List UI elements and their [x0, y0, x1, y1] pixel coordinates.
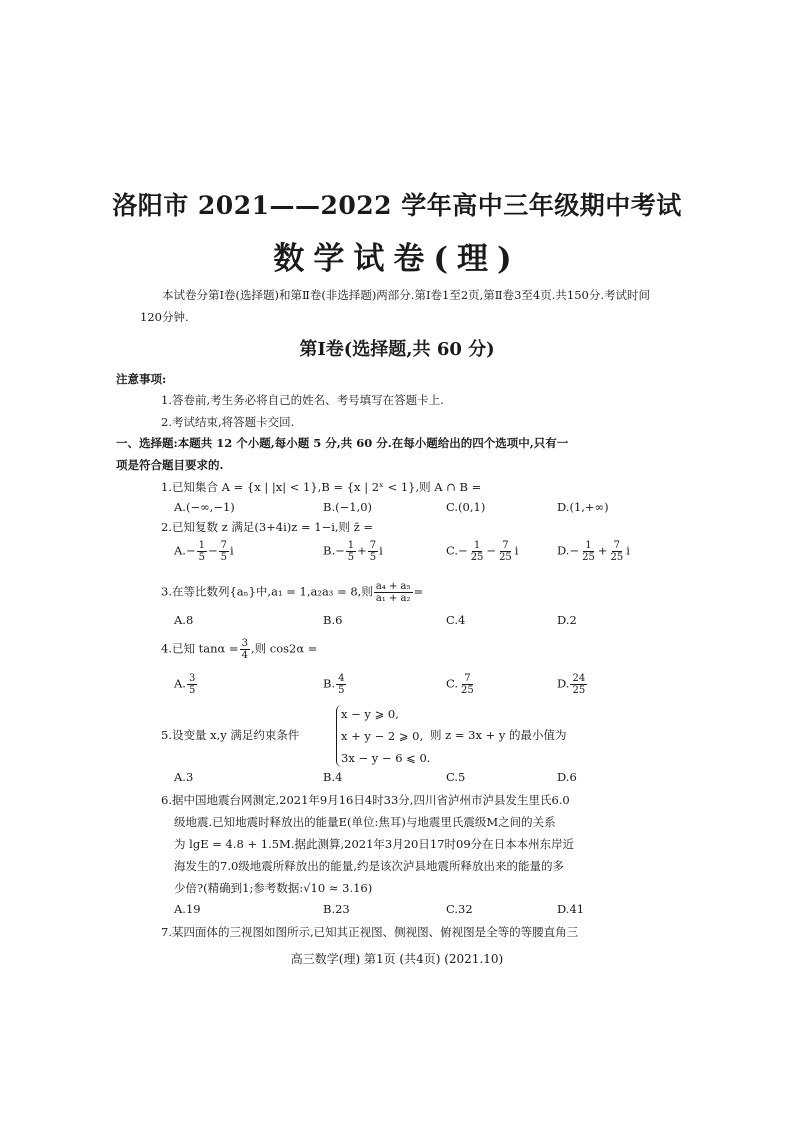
q1-option-c: C.(0,1): [446, 500, 486, 514]
section-title: 第Ⅰ卷(选择题,共 60 分): [299, 339, 495, 360]
q3-option-d: D.2: [557, 613, 577, 627]
q3-option-b: B.6: [323, 613, 343, 627]
q2-option-b: B.− $\frac{1}{5}$ + $\frac{7}{5}$ i: [323, 540, 383, 563]
q6-option-d: D.41: [557, 902, 585, 916]
q6-line-2: 级地震.已知地震时释放出的能量E(单位:焦耳)与地震里氏震级M之间的关系: [174, 815, 556, 829]
q6-option-a: A.19: [174, 902, 201, 916]
q5-constraint-2: x + y − 2 ⩾ 0,: [341, 729, 424, 743]
q3-option-a: A.8: [174, 613, 194, 627]
q2-option-a: A.− $\frac{1}{5}$ − $\frac{7}{5}$ i: [174, 540, 234, 563]
q4-stem: 4.已知 tanα = $\frac{3}{4}$ ,则 cos2α =: [161, 638, 318, 661]
q6-line-1: 6.据中国地震台网测定,2021年9月16日4时33分,四川省泸州市泸县发生里氏6.0: [161, 793, 570, 807]
q6-line-5: 少倍?(精确到1;参考数据:√10 ≈ 3.16): [174, 881, 373, 895]
q6-line-4: 海发生的7.0级地震所释放出的能量,约是该次泸县地震所释放出来的能量的多: [174, 859, 564, 873]
q6-line-3: 为 lgE = 4.8 + 1.5M.据此测算,2021年3月20日17时09分在日本本州东岸近: [174, 837, 575, 851]
page-footer: 高三数学(理) 第1页 (共4页) (2021.10): [290, 952, 504, 966]
q5-constraint-system: [336, 705, 430, 767]
q1-option-a: A.(−∞,−1): [174, 500, 235, 514]
instructions-line-1: 一、选择题:本题共 12 个小题,每小题 5 分,共 60 分.在每小题给出的四个选项中,只有一: [116, 436, 569, 450]
exam-subtitle: 数学试卷(理): [273, 241, 521, 277]
q6-option-c: C.32: [446, 902, 473, 916]
note-1: 1.答卷前,考生务必将自己的姓名、考号填写在答题卡上.: [161, 393, 444, 407]
q5-option-a: A.3: [174, 770, 194, 784]
exam-title: 洛阳市 2021——2022 学年高中三年级期中考试: [112, 191, 682, 220]
notes-heading: 注意事项:: [116, 372, 167, 386]
q5-stem-post: 则 z = 3x + y 的最小值为: [430, 728, 567, 742]
q4-option-b: B. $\frac{4}{5}$: [323, 673, 345, 696]
q2-option-d: D.− $\frac{1}{25}$ + $\frac{7}{25}$ i: [557, 540, 630, 563]
q1-stem: 1.已知集合 A = {x | |x| < 1},B = {x | 2ˣ < 1},则 A ∩ B =: [161, 480, 482, 494]
q5-option-d: D.6: [557, 770, 577, 784]
note-2: 2.考试结束,将答题卡交回.: [161, 415, 295, 429]
q5-stem-pre: 5.设变量 x,y 满足约束条件: [161, 728, 300, 742]
q7-line-1: 7.某四面体的三视图如图所示,已知其正视图、侧视图、俯视图是全等的等腰直角三: [161, 925, 579, 939]
instructions-line-2: 项是符合题目要求的.: [116, 458, 224, 472]
q6-option-b: B.23: [323, 902, 350, 916]
exam-intro: 本试卷分第Ⅰ卷(选择题)和第Ⅱ卷(非选择题)两部分.第Ⅰ卷1至2页,第Ⅱ卷3至4页.共150分.考试时间120分钟.: [140, 288, 650, 324]
q3-stem: 3.在等比数列{aₙ}中,a₁ = 1,a₂a₃ = 8,则 $\frac{\text{a₄ + a₅}}{\text{a₁ + a₂}}$ =: [161, 581, 424, 604]
q1-option-d: D.(1,+∞): [557, 500, 609, 514]
q2-stem: 2.已知复数 z 满足(3+4i)z = 1−i,则 z̄ =: [161, 520, 374, 534]
q4-option-d: D. $\frac{24}{25}$: [557, 673, 586, 696]
q2-option-c: C.− $\frac{1}{25}$ − $\frac{7}{25}$ i: [446, 540, 519, 563]
q5-constraint-1: x − y ⩾ 0,: [341, 707, 399, 721]
q4-option-c: C. $\frac{7}{25}$: [446, 673, 474, 696]
q1-option-b: B.(−1,0): [323, 500, 373, 514]
q4-option-a: A. $\frac{3}{5}$: [174, 673, 196, 696]
q5-option-c: C.5: [446, 770, 466, 784]
q5-constraint-3: 3x − y − 6 ⩽ 0.: [341, 751, 431, 765]
q5-option-b: B.4: [323, 770, 343, 784]
q3-option-c: C.4: [446, 613, 466, 627]
